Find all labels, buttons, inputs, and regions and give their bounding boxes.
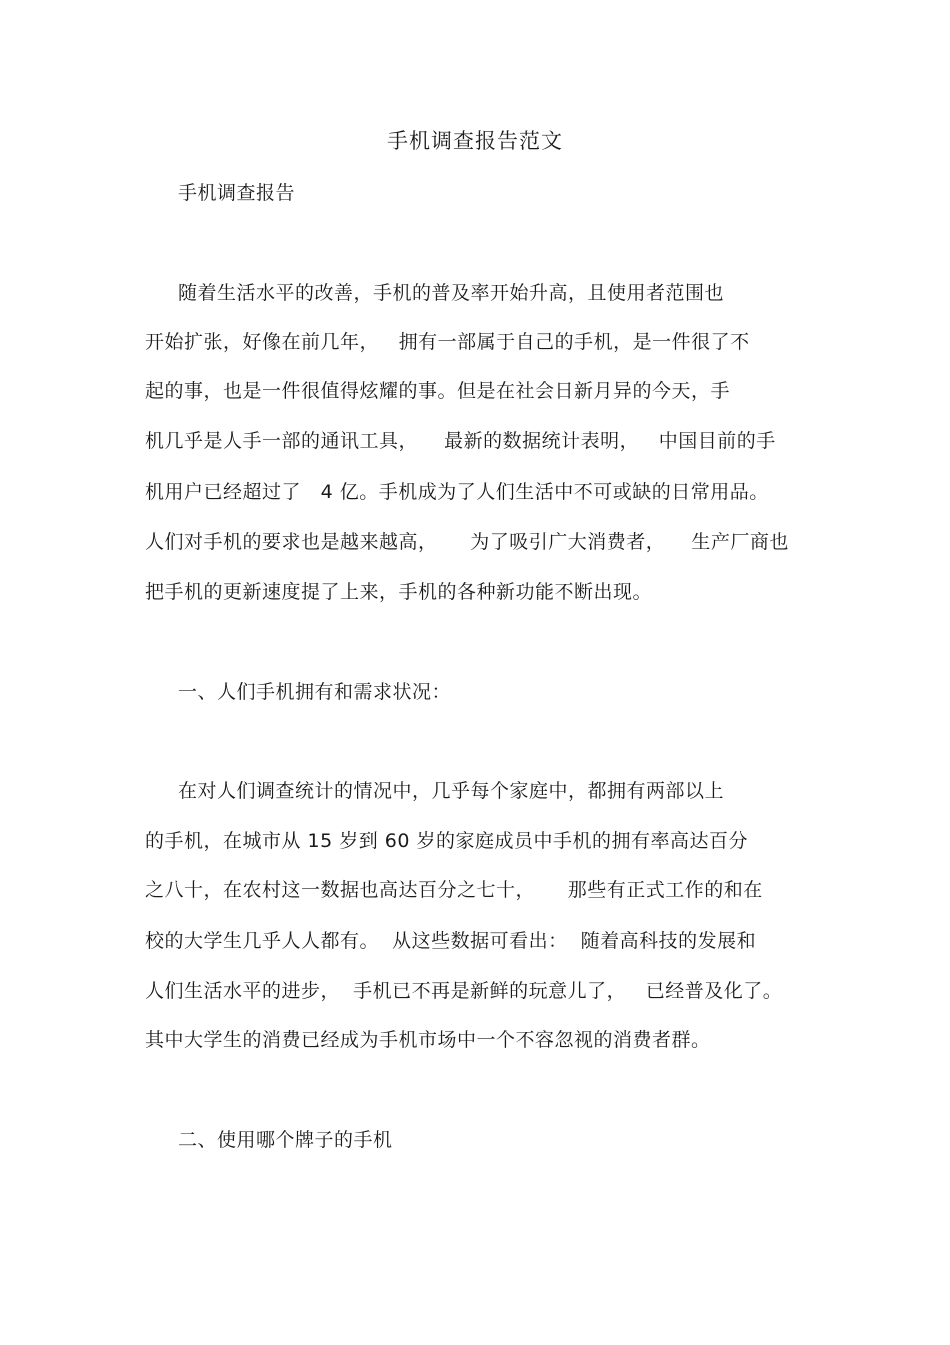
intro-line: 机用户已经超过了 4 亿。手机成为了人们生活中不可或缺的日常用品。: [145, 481, 769, 503]
intro-line: 随着生活水平的改善，手机的普及率开始升高，且使用者范围也: [178, 282, 725, 304]
section1-line: 之八十，在农村这一数据也高达百分之七十， 那些有正式工作的和在: [145, 879, 763, 901]
document-title: 手机调查报告范文: [387, 129, 563, 153]
section1-line: 的手机，在城市从 15 岁到 60 岁的家庭成员中手机的拥有率高达百分: [145, 830, 749, 852]
section1-line: 在对人们调查统计的情况中，几乎每个家庭中，都拥有两部以上: [178, 780, 725, 802]
section1-line: 人们生活水平的进步， 手机已不再是新鲜的玩意儿了， 已经普及化了。: [145, 980, 783, 1002]
intro-line: 人们对手机的要求也是越来越高， 为了吸引广大消费者， 生产厂商也: [145, 531, 789, 553]
intro-line: 把手机的更新速度提了上来，手机的各种新功能不断出现。: [145, 581, 653, 603]
section1-line: 其中大学生的消费已经成为手机市场中一个不容忽视的消费者群。: [145, 1029, 711, 1051]
section-heading: 二、使用哪个牌子的手机: [178, 1129, 393, 1151]
intro-line: 起的事，也是一件很值得炫耀的事。但是在社会日新月异的今天，手: [145, 380, 731, 402]
subtitle: 手机调查报告: [178, 182, 296, 204]
section1-line: 校的大学生几乎人人都有。 从这些数据可看出： 随着高科技的发展和: [145, 930, 757, 952]
section-heading: 一、人们手机拥有和需求状况：: [178, 681, 452, 703]
intro-line: 开始扩张，好像在前几年， 拥有一部属于自己的手机，是一件很了不: [145, 331, 750, 353]
intro-line: 机几乎是人手一部的通讯工具， 最新的数据统计表明， 中国目前的手: [145, 430, 776, 452]
